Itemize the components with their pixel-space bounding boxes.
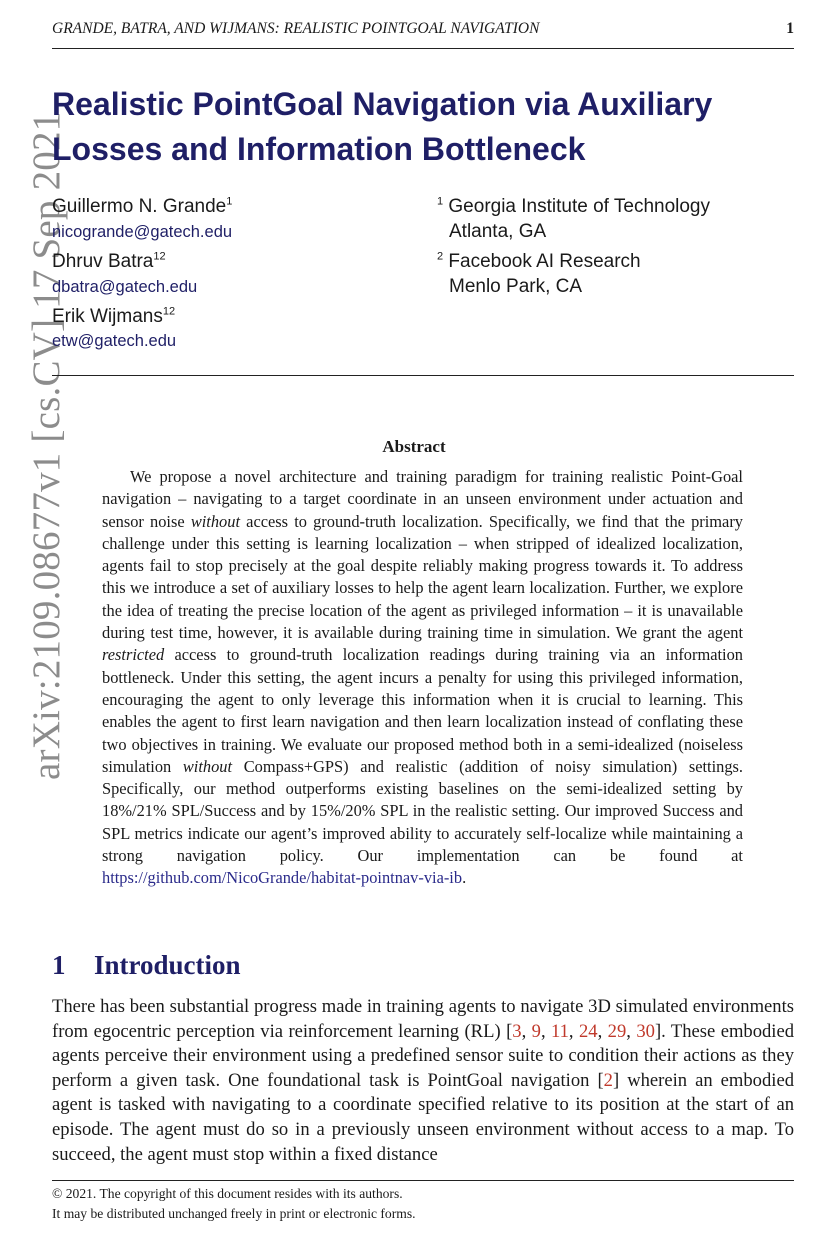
header-rule (52, 48, 794, 49)
affiliation-1: $^1$ Georgia Institute of Technology (437, 195, 710, 217)
code-repo-link[interactable]: https://github.com/NicoGrande/habitat-pointnav-via-ib (102, 868, 463, 888)
abstract-heading: Abstract (382, 437, 446, 456)
author-affil-mark: 12 (162, 305, 176, 318)
copyright-footnote (52, 1184, 416, 1224)
distribution-line: It may be distributed unchanged freely in print or electronic forms. (52, 1206, 416, 1221)
page-number: 1 (786, 20, 794, 37)
citation-link[interactable]: 9 (531, 1020, 541, 1042)
affiliation-2: $^2$ Facebook AI Research (437, 250, 641, 272)
citation-link[interactable]: 2 (603, 1069, 613, 1091)
citation-link[interactable]: 29 (607, 1020, 627, 1042)
citation-link[interactable]: 11 (551, 1020, 569, 1042)
citation-link[interactable]: 30 (636, 1020, 655, 1042)
section-number: 1 (52, 950, 66, 980)
affiliation-line: Facebook AI Research (448, 251, 641, 272)
affiliation-2-location: Menlo Park, CA (449, 276, 583, 297)
abstract-body: We propose a novel architecture and training paradigm for training realistic Point-Goal navigation – navigating to a target coordinate in an unseen environment under actuation and sensor noise without access to ground-truth localization. Specifically, we find that the primary challenge under this setting is learning localization – when stripped of idealized localization, agents fail to stop precisely at the goal despite reliably making progress towards it. To address this we introduce a set of auxiliary losses to help the agent learn localization. Further, we explore the idea of treating the precise location of the agent as privileged information – it is unavailable during test time, however, it is available during training time in simulation. We grant the agent restricted access to ground-truth localization readings during training via an information bottleneck. Under this setting, the agent incurs a penalty for using this privileged information, encouraging the agent to only leverage this information when it is crucial to learning. This enables the agent to first learn navigation and then learn localization instead of conflating these two objectives in training. We evaluate our proposed method both in a semi-idealized (noiseless simulation without Compass+GPS) and realistic (addition of noisy simulation) settings. Specifically, our method outperforms existing baselines on the semi-idealized setting by 18%/21% SPL/Success and by 15%/20% SPL in the realistic setting. Our improved Success and SPL metrics indicate our agent’s improved ability to accurately self-localize while maintaining a strong navigation policy. Our implementation can be found at https://github.com/NicoGrande/habitat-pointnav-via-ib. (102, 467, 743, 888)
author-rule (52, 375, 794, 376)
author-email[interactable]: dbatra@gatech.edu (52, 278, 198, 296)
title-line-2: Losses and Information Bottleneck (52, 131, 586, 167)
paper-title (52, 82, 812, 172)
title-line-1: Realistic PointGoal Navigation via Auxiliary (52, 86, 713, 122)
running-header (52, 20, 794, 42)
author-affil-mark: 1 (226, 195, 233, 208)
copyright-line: © 2021. The copyright of this document resides with its authors. (52, 1186, 403, 1201)
author-name: Erik Wijmans$^{12}$ (52, 305, 176, 327)
author-affil-mark: 12 (153, 250, 166, 263)
author-email[interactable]: nicogrande@gatech.edu (52, 223, 233, 241)
citation-link[interactable]: 24 (579, 1020, 598, 1042)
footnote-rule (52, 1180, 794, 1181)
running-title: GRANDE, BATRA, AND WIJMANS: REALISTIC POINTGOAL NAVIGATION (52, 20, 540, 37)
author-name: Dhruv Batra$^{12}$ (52, 250, 166, 272)
affiliation-1-location: Atlanta, GA (449, 221, 547, 242)
author-name: Guillermo N. Grande$^1$ (52, 195, 233, 217)
section-title: Introduction (94, 950, 241, 980)
affiliation-line: Georgia Institute of Technology (448, 196, 710, 217)
author-email[interactable]: etw@gatech.edu (52, 332, 177, 350)
arxiv-stamp: arXiv:2109.08677v1 [cs.CV] 17 Sep 2021 (25, 111, 68, 780)
introduction-body: There has been substantial progress made in training agents to navigate 3D simulated environments from egocentric perception via reinforcement learning (RL) [3, 9, 11, 24, 29, 30]. These embodied agents perceive their environment using a predefined sensor suite to condition their actions as they perform a given task. One foundational task is PointGoal navigation [2] wherein an embodied agent is tasked with navigating to a coordinate specified relative to its position at the start of an episode. The agent must do so in a previously unseen environment without access to a map. To succeed, the agent must stop within a fixed distance (52, 996, 795, 1165)
citation-link[interactable]: 3 (512, 1020, 522, 1042)
section-heading-introduction (52, 950, 241, 981)
